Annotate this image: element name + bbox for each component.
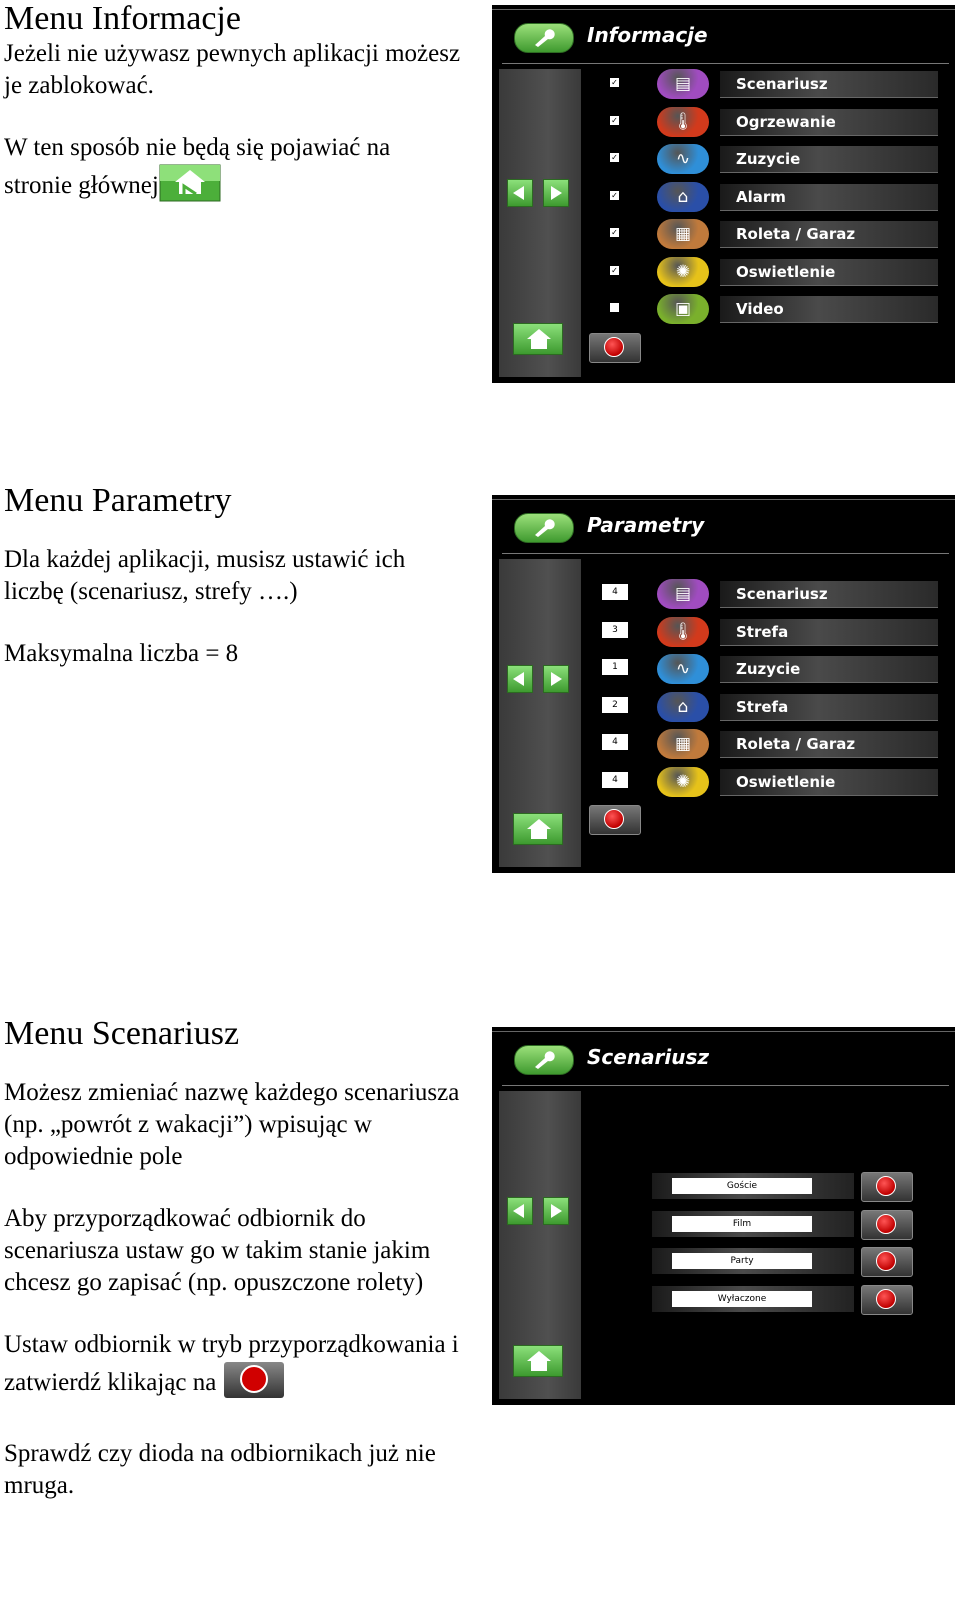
record-button[interactable] xyxy=(861,1247,913,1277)
app-label: Roleta / Garaz xyxy=(736,225,856,243)
app-checkbox[interactable]: ✓ xyxy=(611,153,618,162)
app-label-bar[interactable] xyxy=(720,296,938,323)
record-button[interactable] xyxy=(589,333,641,363)
section-scenariusz-text xyxy=(4,1015,464,1502)
app-row xyxy=(492,105,955,139)
app-checkbox[interactable]: ✓ xyxy=(611,265,618,275)
app-label: Oswietlenie xyxy=(736,772,836,791)
shutter-icon xyxy=(657,219,709,249)
app-label: Video xyxy=(736,300,784,318)
app-label-bar[interactable] xyxy=(720,769,938,796)
thermometer-icon xyxy=(657,107,709,137)
app-checkbox[interactable]: ✓ xyxy=(611,190,618,200)
app-label-bar[interactable] xyxy=(720,731,938,758)
wrench-icon[interactable] xyxy=(514,1045,574,1075)
count-input[interactable]: 1 xyxy=(602,659,628,675)
thermometer-icon xyxy=(657,617,709,647)
app-row xyxy=(492,577,955,611)
bulb-icon xyxy=(657,767,709,797)
app-row xyxy=(492,255,955,289)
app-row xyxy=(492,142,955,176)
icon-glyph: 🌡 xyxy=(672,621,694,642)
paragraph-with-home-icon xyxy=(4,132,464,211)
app-label-bar[interactable] xyxy=(720,184,938,211)
section-informacje-text xyxy=(4,0,464,211)
bulb-icon xyxy=(657,257,709,287)
home-icon xyxy=(159,164,221,211)
arrow-right-icon[interactable] xyxy=(543,1197,569,1225)
icon-glyph: ▦ xyxy=(674,734,692,754)
paragraph: Dla każdej aplikacji, musisz ustawić ich liczbę (scenariusz, strefy ….) xyxy=(4,546,406,605)
app-label: Roleta / Garaz xyxy=(736,735,856,753)
icon-glyph: ∿ xyxy=(675,149,691,169)
icon-glyph: ▤ xyxy=(674,584,692,604)
informacje-panel xyxy=(492,5,955,383)
scenario-row xyxy=(652,1211,854,1237)
sidebar xyxy=(499,1091,581,1399)
paragraph: W ten sposób nie będą się pojawiać na stronie głównej xyxy=(4,134,391,200)
app-row xyxy=(492,765,955,799)
alarm-icon xyxy=(657,692,709,722)
scenario-row xyxy=(652,1248,854,1274)
paragraph-with-record-icon xyxy=(4,1329,464,1408)
home-button[interactable] xyxy=(513,813,563,845)
app-checkbox[interactable]: ✓ xyxy=(611,78,618,87)
app-label: Scenariusz xyxy=(736,75,828,93)
count-input[interactable]: 4 xyxy=(602,772,628,788)
record-icon xyxy=(876,1251,896,1271)
record-icon xyxy=(876,1176,896,1196)
section-heading: Menu Informacje xyxy=(4,0,241,37)
panel-title: Parametry xyxy=(587,513,705,537)
scenario-icon xyxy=(657,69,709,99)
app-label-bar[interactable] xyxy=(720,581,938,608)
app-label-bar[interactable] xyxy=(720,694,938,721)
scenario-name-input[interactable]: Party xyxy=(672,1253,812,1269)
app-checkbox[interactable]: ✓ xyxy=(611,228,618,237)
icon-glyph: 🌡 xyxy=(672,111,694,132)
wrench-icon[interactable] xyxy=(514,513,574,543)
app-label-bar[interactable] xyxy=(720,71,938,98)
panel-title: Scenariusz xyxy=(587,1045,710,1069)
count-input[interactable]: 3 xyxy=(602,622,628,638)
icon-glyph: ▦ xyxy=(674,224,692,244)
chart-icon xyxy=(657,654,709,684)
icon-glyph: ∿ xyxy=(675,659,691,679)
section-parametry-text xyxy=(4,482,464,670)
scenario-row xyxy=(652,1173,854,1199)
app-row xyxy=(492,180,955,214)
section-heading: Menu Scenariusz xyxy=(4,1015,240,1052)
parametry-panel xyxy=(492,495,955,873)
record-button[interactable] xyxy=(861,1285,913,1315)
paragraph: Ustaw odbiornik w tryb przyporządkowania i zatwierdź klikając na xyxy=(4,1331,459,1397)
app-row xyxy=(492,652,955,686)
wrench-icon[interactable] xyxy=(514,23,574,53)
panel-title: Informacje xyxy=(587,23,708,47)
app-row xyxy=(492,690,955,724)
scenario-name-input[interactable]: Goście xyxy=(672,1178,812,1194)
app-label: Oswietlenie xyxy=(736,262,836,281)
app-checkbox[interactable]: ✓ xyxy=(611,115,618,125)
icon-glyph: ✺ xyxy=(675,771,691,792)
scenario-name-input[interactable]: Film xyxy=(672,1216,812,1232)
paragraph: Maksymalna liczba = 8 xyxy=(4,640,239,667)
app-row xyxy=(492,615,955,649)
section-heading: Menu Parametry xyxy=(4,482,232,519)
app-label-bar[interactable] xyxy=(720,221,938,248)
app-label: Scenariusz xyxy=(736,585,828,603)
record-icon xyxy=(223,1361,285,1408)
app-row xyxy=(492,67,955,101)
app-label: Zuzycie xyxy=(736,150,801,168)
icon-glyph: ⌂ xyxy=(677,186,689,207)
paragraph: Aby przyporządkować odbiornik do scenariusza ustaw go w takim stanie jakim chcesz go zapisać (np. opuszczone rolety) xyxy=(4,1205,431,1296)
chart-icon xyxy=(657,144,709,174)
scenario-name-input[interactable]: Wyłaczone xyxy=(672,1291,812,1307)
record-icon xyxy=(604,337,624,357)
icon-glyph: ▤ xyxy=(674,74,692,94)
record-icon xyxy=(876,1289,896,1309)
shutter-icon xyxy=(657,729,709,759)
record-button[interactable] xyxy=(589,805,641,835)
app-label-bar[interactable] xyxy=(720,619,938,646)
paragraph: Sprawdź czy dioda na odbiornikach już nie mruga. xyxy=(4,1440,436,1499)
record-button[interactable] xyxy=(861,1172,913,1202)
app-label: Zuzycie xyxy=(736,660,801,678)
scenariusz-panel xyxy=(492,1027,955,1405)
app-row xyxy=(492,217,955,251)
icon-glyph: ▣ xyxy=(674,299,692,319)
record-button[interactable] xyxy=(861,1210,913,1240)
app-row xyxy=(492,727,955,761)
record-icon xyxy=(604,809,624,829)
video-icon xyxy=(657,294,709,324)
count-input[interactable]: 2 xyxy=(602,697,628,713)
scenario-row xyxy=(652,1286,854,1312)
icon-glyph: ⌂ xyxy=(677,696,689,717)
app-label-bar[interactable] xyxy=(720,259,938,286)
alarm-icon xyxy=(657,182,709,212)
paragraph: Jeżeli nie używasz pewnych aplikacji możesz je zablokować. xyxy=(4,40,461,99)
app-label: Ogrzewanie xyxy=(736,112,836,131)
scenario-icon xyxy=(657,579,709,609)
count-input[interactable]: 4 xyxy=(602,584,628,600)
count-input[interactable]: 4 xyxy=(602,734,628,750)
home-button[interactable] xyxy=(513,323,563,355)
icon-glyph: ✺ xyxy=(675,261,691,282)
app-row xyxy=(492,292,955,326)
paragraph: Możesz zmieniać nazwę każdego scenariusza (np. „powrót z wakacji”) wpisując w odpowiednie pole xyxy=(4,1079,460,1170)
app-label: Strefa xyxy=(736,697,789,716)
app-label: Strefa xyxy=(736,622,789,641)
app-checkbox[interactable] xyxy=(610,303,619,312)
app-label-bar[interactable] xyxy=(720,109,938,136)
record-icon xyxy=(876,1214,896,1234)
arrow-left-icon[interactable] xyxy=(507,1197,533,1225)
app-label-bar[interactable] xyxy=(720,656,938,683)
home-button[interactable] xyxy=(513,1345,563,1377)
app-label: Alarm xyxy=(736,187,786,206)
app-label-bar[interactable] xyxy=(720,146,938,173)
